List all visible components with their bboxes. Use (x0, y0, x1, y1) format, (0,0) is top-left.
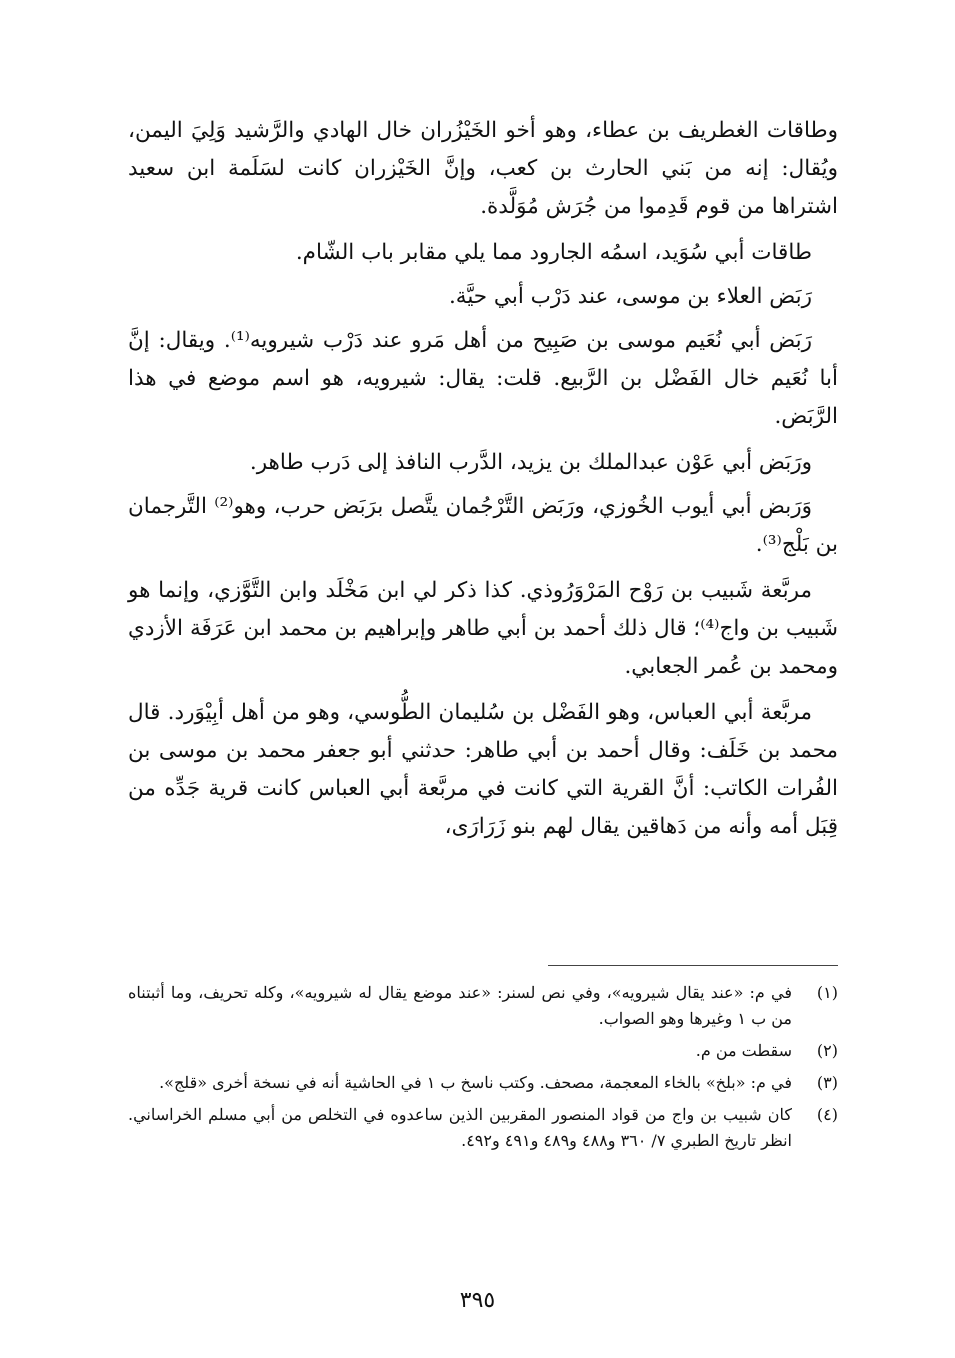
footnote-text: سقطت من م. (695, 1041, 792, 1060)
footnote-number: (٤) (816, 1105, 838, 1124)
footnote-number: (٢) (816, 1041, 838, 1060)
paragraph-6: وَرَبض أبي أيوب الخُوزي، ورَبَض التَّرْجُمان يتَّصل برَبَض حرب، وهو⁽²⁾ التَّرجمان بن بَلْج⁽³⁾. (128, 494, 838, 557)
footnote-3 (128, 1070, 838, 1096)
page-number: ٣٩٥ (459, 1288, 496, 1313)
footnote-number: (١) (816, 983, 838, 1002)
paragraph-4: رَبَض أبي نُعَيم موسى بن صَبِيح من أهل مَرو عند دَرْب شيرويه⁽¹⁾. ويقال: إنَّ أبا نُعَيم خال الفَضْل بن الرَّبيع. قلت: يقال: شيرويه، هو اسم موضع في هذا الرَّبَض. (128, 328, 838, 429)
footnote-text: في م: «بلخ» بالخاء المعجمة، مصحف. وكتب ناسخ ب ١ في الحاشية أنه في نسخة أخرى «قلج». (159, 1073, 792, 1092)
paragraph-3: رَبَض العلاء بن موسى، عند دَرْب أبي حيَّة. (448, 284, 812, 309)
paragraph-2: طاقات أبي سُوَيد، اسمُه الجارود مما يلي مقابر باب الشّام. (295, 240, 812, 265)
main-text (128, 112, 838, 854)
footnote-text: في م: «عند يقال شيرويه»، وفي نص لسنر: «عند موضع يقال له شيرويه»، وكله تحريف، وما أثبتناه من ب ١ وغيرها وهو الصواب. (128, 983, 792, 1028)
footnote-number: (٣) (816, 1073, 838, 1092)
paragraph-7: مربَّعة شَبيب بن رَوْح المَرْوَرُوذي. كذا ذكر لي ابن مَخْلَد وابن التَّوَّزي، وإنما هو شَبيب بن واج⁽⁴⁾؛ قال ذلك أحمد بن أبي طاهر وإبراهيم بن محمد ابن عَرَفَة الأزدي ومحمد بن عُمر الجعابي. (128, 578, 838, 679)
footnote-4 (128, 1102, 838, 1154)
footnotes (128, 980, 838, 1160)
footnote-2 (128, 1038, 838, 1064)
paragraph-1: وطاقات الغطريف بن عطاء، وهو أخو الخَيْزُران خال الهادي والرَّشيد وَلِيَ اليمن، ويُقال: إنه من بَني الحارث بن كعب، وإنَّ الخَيْزران كانت لسَلَمة ابن سعيد اشتراها من قوم قَدِموا من جُرَش مُوَلَّدة. (128, 118, 838, 219)
footnote-divider (548, 965, 838, 966)
paragraph-5: ورَبَض أبي عَوْن عبدالملك بن يزيد، الدَّرب النافذ إلى دَرب طاهر. (249, 450, 812, 475)
paragraph-8: مربَّعة أبي العباس، وهو الفَضْل بن سُليمان الطُّوسي، وهو من أهل أبِيْوَرد. قال محمد بن خَلَف: وقال أحمد بن أبي طاهر: حدثني أبو جعفر محمد بن موسى بن الفُرات الكاتب: أنَّ القرية التي كانت في مربَّعة أبي العباس كانت قرية جَدِّه من قِبَل أمه وأنه من دَهاقين يقال لهم بنو زَرَارَى، (128, 700, 838, 839)
footnote-text: كان شبيب بن واج من قواد المنصور المقربين الذين ساعدوه في التخلص من أبي مسلم الخراساني. انظر تاريخ الطبري ٧/ ٣٦٠ و٤٨٨ و٤٨٩ و٤٩١ و٤٩٢. (128, 1105, 792, 1150)
footnote-1 (128, 980, 838, 1032)
